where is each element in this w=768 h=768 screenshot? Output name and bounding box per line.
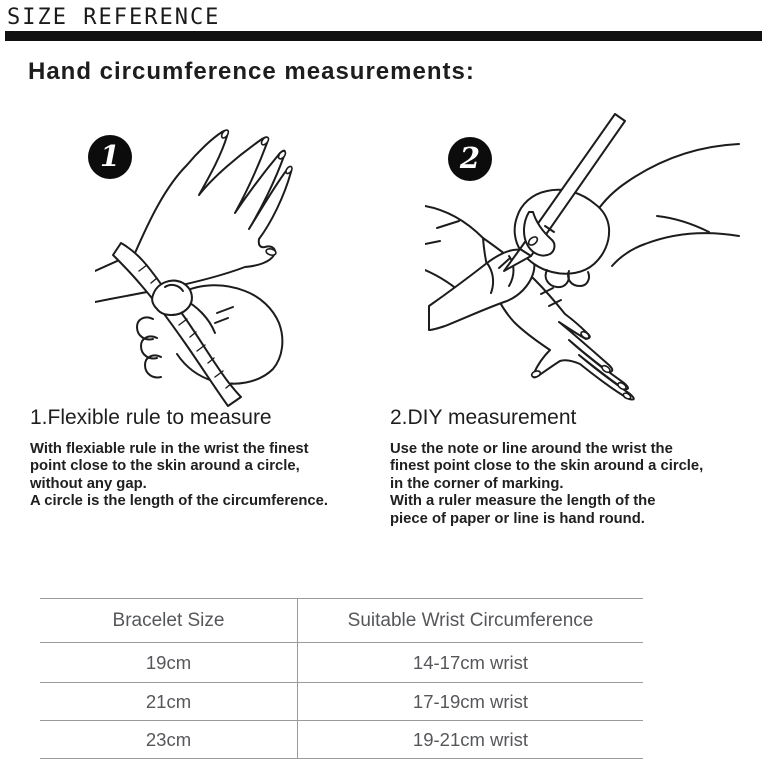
step-2-body-line: Use the note or line around the wrist the: [390, 441, 673, 457]
table-row: [40, 643, 643, 683]
step-2-body: [390, 441, 760, 528]
step-1-heading: 1.Flexible rule to measure: [30, 406, 272, 429]
step-2-body-line: finest point close to the skin around a circle,: [390, 458, 704, 475]
table-header-row: [40, 599, 643, 643]
wrist-circumference-cell: 19-21cm wrist: [412, 728, 529, 750]
flexible-tape-measure-illustration: [95, 125, 325, 410]
diy-pen-marking-illustration: [425, 110, 740, 405]
page-title: SIZE REFERENCE: [7, 5, 221, 30]
step-2-body-line: With a ruler measure the length of the: [390, 493, 656, 510]
step-2-body-line: in the corner of marking.: [390, 475, 564, 492]
table-row: [40, 683, 643, 721]
table-row: [40, 721, 643, 759]
step-1-body-line: without any gap.: [30, 475, 147, 492]
step-1-body-line: point close to the skin around a circle,: [30, 458, 300, 475]
step-1-badge-number: 1: [99, 138, 121, 173]
bracelet-size-table: [40, 598, 643, 759]
bracelet-size-cell: 19cm: [40, 643, 298, 682]
section-subtitle: Hand circumference measurements:: [28, 58, 475, 85]
wrist-circumference-cell: 17-19cm wrist: [412, 690, 529, 712]
step-2-heading: 2.DIY measurement: [390, 406, 577, 429]
step-2-badge-number: 2: [459, 140, 481, 175]
step-1-body-line: With flexiable rule in the wrist the finest: [30, 441, 309, 457]
bracelet-size-cell: 21cm: [40, 683, 298, 720]
column-header-bracelet-size: Bracelet Size: [40, 599, 298, 642]
title-rule-bar: [5, 31, 762, 41]
column-header-wrist-circumference: Suitable Wrist Circumference: [347, 609, 594, 631]
bracelet-size-cell: 23cm: [40, 721, 298, 758]
step-2-body-line: piece of paper or line is hand round.: [390, 510, 645, 527]
step-1-body: [30, 441, 375, 511]
step-1-body-line: A circle is the length of the circumference.: [30, 493, 328, 510]
wrist-circumference-cell: 14-17cm wrist: [412, 651, 529, 673]
